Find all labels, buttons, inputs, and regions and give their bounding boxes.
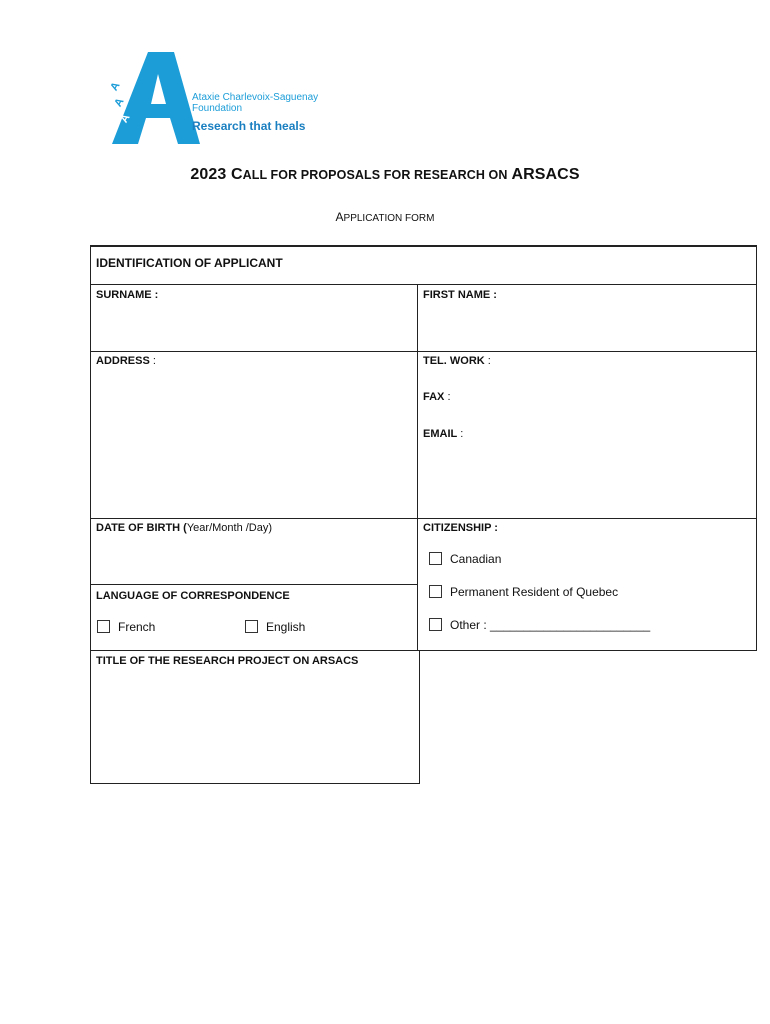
- row-divider-3: [90, 650, 757, 651]
- english-checkbox[interactable]: [245, 620, 258, 633]
- permanent-resident-option-label: Permanent Resident of Quebec: [450, 585, 619, 599]
- column-divider: [417, 284, 418, 651]
- svg-text:A: A: [118, 112, 133, 125]
- french-checkbox[interactable]: [97, 620, 110, 633]
- french-option-label: French: [118, 620, 156, 634]
- permanent-resident-checkbox[interactable]: [429, 585, 442, 598]
- header-row-divider: [90, 284, 757, 285]
- svg-text:A: A: [108, 80, 123, 93]
- other-citizenship-option-label: Other : ________________________: [450, 618, 651, 632]
- svg-text:A: A: [112, 96, 127, 109]
- section-header: IDENTIFICATION OF APPLICANT: [96, 256, 283, 270]
- project-title-label: TITLE OF THE RESEARCH PROJECT ON ARSACS: [96, 655, 359, 667]
- page-title: 2023 CALL FOR PROPOSALS FOR RESEARCH ON ARSACS: [190, 166, 580, 183]
- logo-tagline: Research that heals: [192, 119, 306, 133]
- date-of-birth-label: DATE OF BIRTH (Year/Month /Day): [96, 522, 273, 534]
- page-subtitle: APPLICATION FORM: [335, 210, 435, 224]
- row-divider-1: [90, 351, 757, 352]
- canadian-checkbox[interactable]: [429, 552, 442, 565]
- english-option-label: English: [266, 620, 306, 634]
- project-box-bottom: [90, 783, 420, 784]
- tel-work-label: TEL. WORK :: [423, 355, 491, 367]
- fax-label: FAX :: [423, 391, 451, 403]
- first-name-label: FIRST NAME :: [423, 289, 497, 301]
- language-label: LANGUAGE OF CORRESPONDENCE: [96, 590, 290, 602]
- table-border-right: [756, 245, 757, 651]
- other-citizenship-checkbox[interactable]: [429, 618, 442, 631]
- citizenship-label: CITIZENSHIP :: [423, 522, 498, 534]
- logo-name-line2: Foundation: [192, 103, 243, 114]
- canadian-option-label: Canadian: [450, 552, 502, 566]
- project-box-right: [419, 650, 420, 784]
- address-label: ADDRESS :: [96, 355, 156, 367]
- table-border-top: [90, 245, 757, 247]
- row-divider-dob: [90, 584, 418, 585]
- table-border-left: [90, 245, 91, 784]
- email-label: EMAIL :: [423, 428, 464, 440]
- logo-name-line1: Ataxie Charlevoix-Saguenay: [192, 92, 319, 103]
- row-divider-2: [90, 518, 757, 519]
- surname-label: SURNAME :: [96, 289, 159, 301]
